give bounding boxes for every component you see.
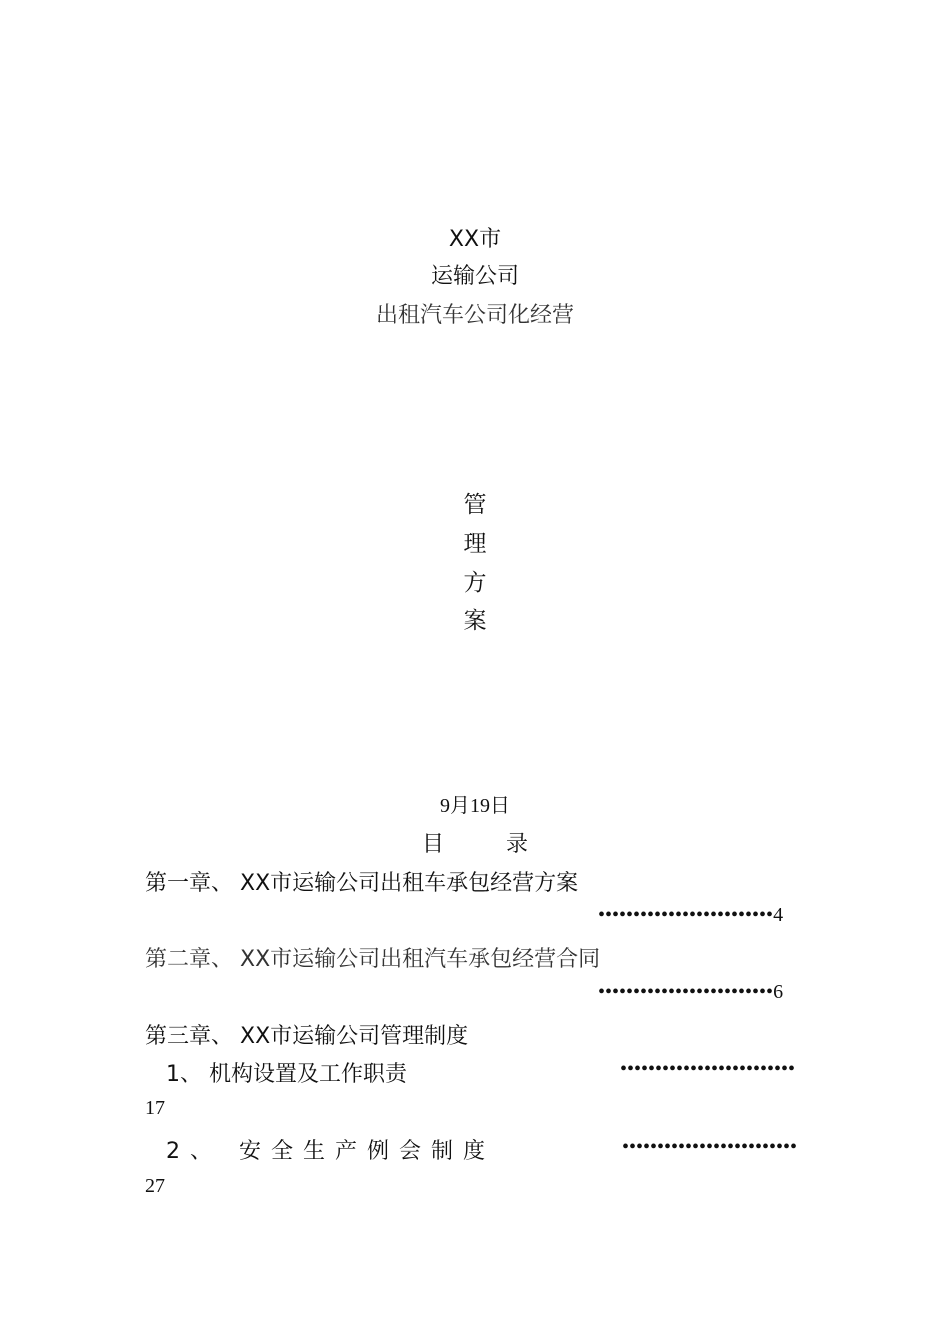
cover-vertical-char-2: 理 [463,531,487,557]
toc-entry-4-label[interactable]: 1、 机构设置及工作职责 [166,1062,407,1087]
toc-entry-4-leader: ••••••••••••••••••••••••• [620,1058,796,1080]
cover-vertical-char-4: 案 [463,608,487,634]
toc-entry-1-page: 4 [773,904,784,926]
toc-title-right: 录 [506,832,529,857]
toc-entry-3-label[interactable]: 第三章、 XX市运输公司管理制度 [145,1024,469,1049]
toc-title [0,827,950,858]
toc-entry-1-pageline[interactable] [598,904,783,927]
cover-vertical-char-3: 方 [463,570,487,596]
cover-subtitle: 出租汽车公司化经营 [375,303,574,328]
toc-entry-2-pageline[interactable] [598,981,783,1004]
cover-city: XX市 [448,227,502,252]
toc-entry-5-page[interactable]: 27 [145,1175,165,1197]
toc-title-left: 目 [421,832,444,857]
toc-entry-2-label[interactable]: 第二章、 XX市运输公司出租汽车承包经营合同 [145,947,601,972]
toc-entry-1-label[interactable]: 第一章、 XX市运输公司出租车承包经营方案 [145,871,579,896]
cover-company: 运输公司 [430,264,519,289]
cover-vertical-char-1: 管 [463,492,487,518]
toc-entry-5-leader: ••••••••••••••••••••••••• [622,1136,798,1158]
toc-entry-1-leader: ••••••••••••••••••••••••• [598,904,774,926]
toc-entry-4-page[interactable]: 17 [145,1097,165,1119]
toc-entry-2-leader: ••••••••••••••••••••••••• [598,981,774,1003]
cover-date: 9月19日 [440,795,510,817]
toc-entry-2-page: 6 [773,981,784,1003]
toc-entry-5-label[interactable]: 2、 安全生产例会制度 [166,1139,495,1164]
